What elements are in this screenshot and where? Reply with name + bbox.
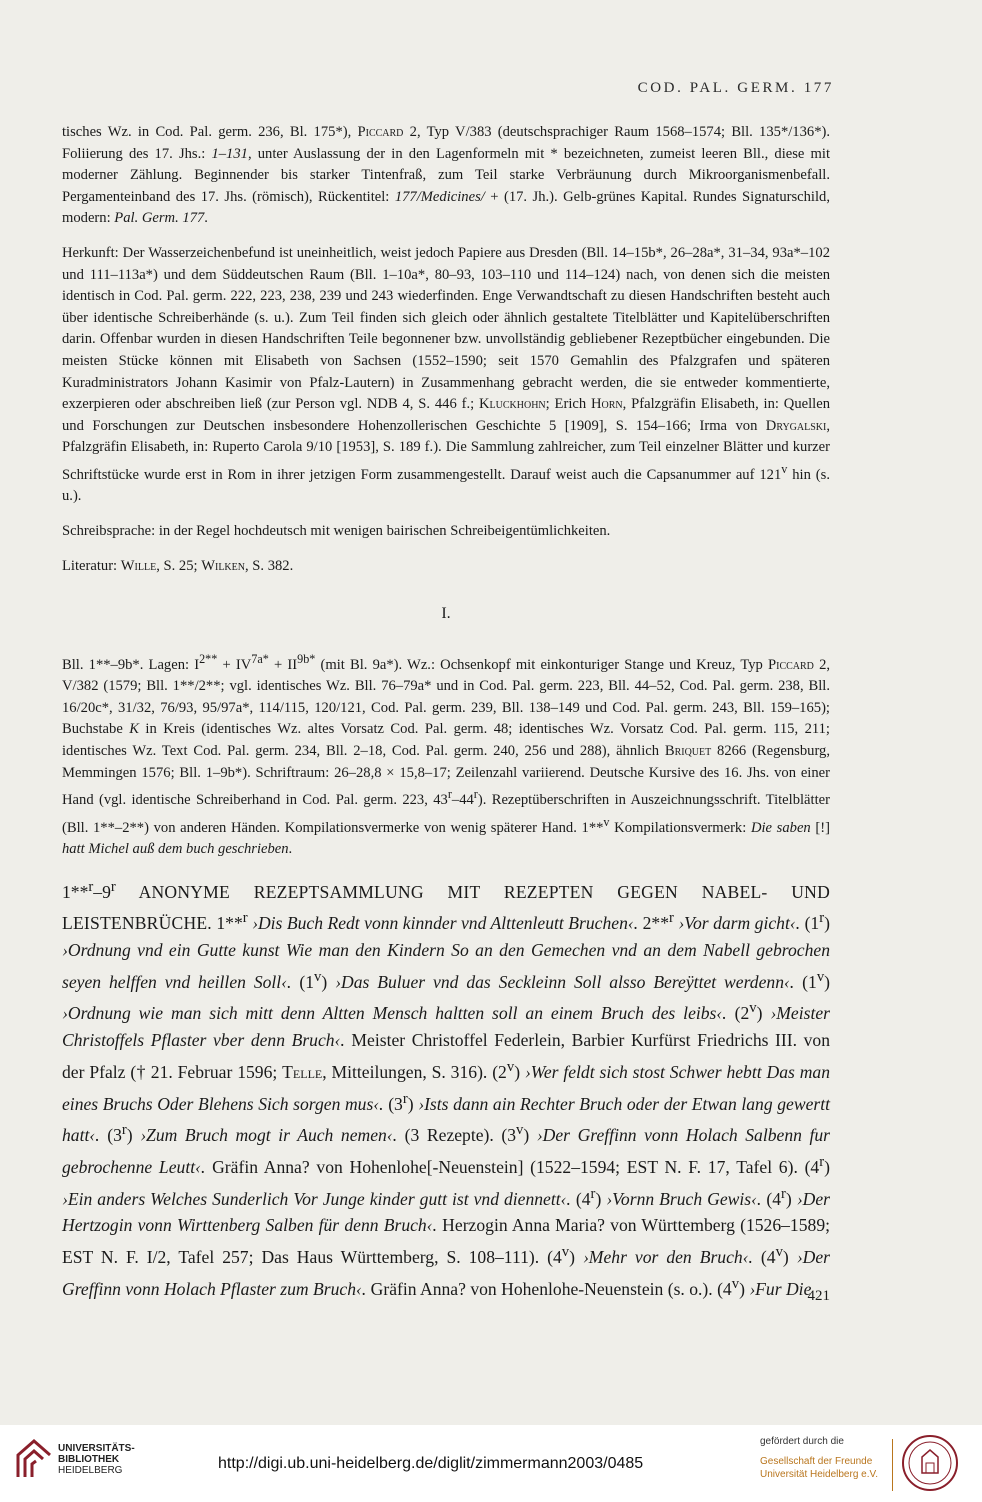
text-run: 2**: [638, 913, 669, 934]
text-run: , Pfalzgräfin Elisabeth, in: Ruperto Carola 9/10 [1953], S. 189 f.). Die Sammlung zahlreicher, zum Teil einzelner Blätter und kurzer Schriftstücke wurde erst in Rom in ihrer jetzigen Form zusammengestellt. Darauf weist auch die Capsanummer auf 121: [62, 417, 830, 483]
text-run: (1: [794, 971, 817, 992]
recipe-title: ›Vor darm gicht‹.: [673, 913, 801, 934]
author-name: Briquet: [664, 742, 712, 759]
society-name-line: Universität Heidelberg e.V.: [760, 1469, 879, 1480]
text-run: –44: [451, 792, 474, 809]
text-run: , Pfalzgräfin Elisabeth, in: Quellen und Forschungen zur Deutschen insbesondere Hohenzollerischen Geschichte 5 [1909], S. 154–166; Irma von: [62, 396, 830, 434]
italic-run: K: [129, 721, 139, 738]
superscript: r: [819, 910, 825, 927]
literatur-paragraph: [62, 556, 830, 578]
italic-run: 177/Medicines/: [394, 188, 485, 205]
folio-range: –9: [93, 881, 111, 902]
page-number: 421: [807, 1288, 830, 1304]
superscript: r: [819, 1153, 825, 1170]
recipe-title: ›Wer feldt sich stost Schwer hebtt Das man eines Bruchs Oder Blehens Sich sorgen mus‹.: [62, 1061, 831, 1114]
recipe-title: ›Zum Bruch mogt ir Auch nemen‹.: [140, 1125, 398, 1146]
text-run: (mit Bl. 9a*). Wz.: Ochsenkopf mit einkonturiger Stange und Kreuz, Typ: [315, 656, 768, 673]
text-run: + (17. Jh.). Gelb-grünes Kapital. Rundes Signaturschild, modern:: [62, 188, 830, 227]
text-run: .: [288, 841, 293, 858]
text-run: Gräfin Anna? von Hohenlohe-Neuenstein (s. o.). (4: [366, 1278, 732, 1299]
page-body: [62, 122, 830, 1315]
text-run: ): [523, 1125, 537, 1146]
recipe-title: ›Mehr vor den Bruch‹.: [582, 1246, 753, 1267]
superscript: r: [402, 1090, 408, 1107]
superscript: v: [603, 814, 610, 829]
text-run: ; Erich: [545, 396, 591, 413]
text-run: in Kreis (identisches Wz. altes Vorsatz Cod. Pal. germ. 48; identisches Wz. Vorsatz Cod. Pal. germ. 115, 211; identisches Wz. Text Cod. Pal. germ. 234, Bll. 2–18, Cod. Pal. germ. 240, 256 und 288), ähnlich: [62, 721, 830, 759]
recipe-title: ›Fur Die: [749, 1278, 812, 1299]
text-run: Kompilationsvermerk:: [609, 819, 751, 836]
codicology-paragraph: [62, 649, 830, 861]
text-run: 2, V/382 (1579; Bll. 1**/2**; vgl. identisches Wz. Bll. 76–79a* und in Cod. Pal. germ. 223, Bll. 44–52, Cod. Pal. germ. 238, Bll. 16/20c*, 31/32, 76/93, 95/97a*, 114/115, 120/121, Cod. Pal. germ. 239, Bll. 138–149 und Cod. Pal. germ. 243, Bll. 159–165); Buchstabe: [62, 656, 831, 738]
recipe-title: ›Ordnung wie man sich mitt denn Altten Mensch haltten soll an einem Bruch des leibs‹.: [62, 1003, 727, 1024]
text-run: ): [514, 1061, 525, 1082]
text-run: (3 Rezepte). (3: [397, 1125, 517, 1146]
text-run: Gräfin Anna? von Hohenlohe[-Neuenstein] (1522–1594; EST N. F. 17, Tafel 6). (4: [205, 1156, 820, 1177]
society-name-line: Gesellschaft der Freunde: [760, 1456, 873, 1467]
text-run: (3: [99, 1125, 122, 1146]
text-run: ): [785, 1188, 797, 1209]
superscript: v: [749, 1000, 757, 1017]
recipe-title: ›Ordnung vnd ein Gutte kunst Wie man den Kindern So an den Gemechen vnd an dem Nabell gebrochen seyen helffen vnd heillen Soll‹.: [62, 939, 830, 992]
superscript: v: [816, 968, 825, 985]
permalink-url[interactable]: http://digi.ub.uni-heidelberg.de/diglit/zimmermann2003/0485: [218, 1455, 644, 1472]
text-run: ): [739, 1278, 750, 1299]
text-run: , Mitteilungen, S. 316). (2: [322, 1061, 507, 1082]
author-name: Piccard: [768, 656, 814, 673]
text-run: 2, Typ V/383 (deutschsprachiger Raum 1568–1574; Bll. 135*/136*). Foliierung des 17. Jhs.:: [62, 124, 830, 162]
superscript: v: [731, 1275, 740, 1292]
library-name-line: UNIVERSITÄTS-: [58, 1443, 135, 1454]
description-paragraph: [62, 122, 830, 230]
italic-run: 1–131: [211, 145, 248, 162]
author-name: Wille: [120, 557, 157, 574]
text-run: , S. 25;: [156, 557, 202, 574]
library-name[interactable]: [58, 1443, 135, 1476]
superscript: r: [242, 910, 248, 927]
superscript: r: [88, 878, 94, 895]
folio-range: 1**: [62, 881, 89, 902]
funded-by-label: gefördert durch die: [760, 1436, 844, 1447]
text-run: [!]: [810, 819, 830, 836]
text-run: Meister Christoffel Federlein, Barbier Kurfürst Friedrichs III. von der Pfalz († 21. Februar 1596;: [62, 1030, 830, 1082]
recipe-title: ›Vornn Bruch Gewis‹.: [606, 1188, 762, 1209]
recipe-title: ›Der Greffinn vonn Holach Salbenn fur gebrochenne Leutt‹.: [62, 1125, 831, 1177]
text-run: Herzogin Anna Maria? von Württemberg (1526–1589; EST N. F. I/2, Tafel 257; Das Haus Württemberg, S. 108–111). (4: [62, 1215, 830, 1267]
text-run: ): [321, 971, 336, 992]
text-run: tisches Wz. in Cod. Pal. germ. 236, Bl. 175*),: [62, 124, 358, 140]
text-run: ). Rezeptüberschriften in Auszeichnungsschrift. Titelblätter (Bll. 1**–2**) von anderen Händen. Kompilationsvermerke von wenig späterer Hand. 1**: [62, 792, 830, 836]
text-run: Bll. 1**–9b*. Lagen: I: [62, 656, 200, 673]
recipe-title: ›Der Hertzogin vonn Wirttenberg Salben für denn Bruch‹.: [62, 1188, 830, 1236]
author-name: Piccard: [357, 124, 404, 140]
text-run: , unter Auslassung der in den Lagenformeln mit * bezeichneten, zumeist leeren Bll., diese mit moderner Zählung. Beginnender bis starker Tintenfraß, zum Teil starke Verbräunung durch Mikroorganismenbefall. Pergamenteinband des 17. Jhs. (römisch), Rückentitel:: [62, 145, 831, 205]
entry-title: ANONYME REZEPTSAMMLUNG MIT REZEPTEN GEGEN NABEL- UND LEISTENBRÜCHE.: [62, 881, 830, 934]
text-run: ): [824, 913, 830, 934]
text-run: (4: [761, 1188, 782, 1209]
superscript: 2**: [199, 651, 218, 666]
superscript: v: [781, 461, 788, 476]
recipe-title: ›Ein anders Welches Sunderlich Vor Junge kinder gutt ist vnd diennett‹.: [62, 1188, 571, 1209]
text-run: (1: [291, 971, 315, 992]
text-run: (4: [570, 1188, 591, 1209]
recipe-title: ›Ists dann ain Rechter Bruch oder der Etwan lang gewertt hatt‹.: [62, 1093, 831, 1146]
text-run: 1**: [211, 913, 243, 934]
author-name: Wilken: [201, 557, 245, 574]
society-name[interactable]: [760, 1455, 878, 1481]
superscript: v: [506, 1058, 515, 1075]
superscript: v: [775, 1243, 783, 1260]
text-run: ): [126, 1125, 141, 1146]
section-numeral: I.: [441, 605, 451, 623]
text-run: ): [756, 1003, 771, 1024]
catalog-entry: [62, 874, 830, 1303]
schreibsprache-paragraph: Schreibsprache: in der Regel hochdeutsch mit wenigen bairischen Schreibeigentümlichkeiten.: [62, 522, 611, 539]
herkunft-paragraph: [62, 243, 830, 508]
library-name-line: BIBLIOTHEK: [58, 1454, 120, 1465]
text-run: + IV: [217, 656, 252, 673]
author-name: Telle: [282, 1061, 323, 1082]
superscript: 7a*: [251, 651, 269, 666]
text-run: (3: [383, 1093, 403, 1114]
superscript: v: [516, 1122, 524, 1139]
text-run: ): [569, 1246, 583, 1267]
text-run: ): [595, 1188, 607, 1209]
superscript: r: [110, 878, 116, 895]
viewer-footer: [0, 1425, 982, 1502]
text-run: .: [204, 210, 208, 227]
text-run: 8266 (Regensburg, Memmingen 1576; Bll. 1–9b*). Schriftraum: 26–28,8 × 15,8–17; Zeilenzahl variierend. Deutsche Kursive des 16. Jhs. von einer Hand (vgl. identische Schreiberhand in Cod. Pal. germ. 223, 43: [62, 742, 830, 809]
recipe-title: ›Der Greffinn vonn Holach Pflaster zum Bruch‹.: [62, 1246, 830, 1299]
superscript: 9b*: [297, 651, 316, 666]
university-seal-icon[interactable]: [900, 1433, 960, 1493]
author-name: Kluckhohn: [479, 396, 546, 413]
recipe-title: ›Das Buluer vnd das Seckleinn Soll alsso Bereÿttet werdenn‹.: [335, 971, 795, 992]
text-run: (2: [726, 1003, 750, 1024]
superscript: v: [314, 968, 322, 985]
superscript: r: [473, 787, 478, 802]
author-name: Horn: [590, 396, 623, 413]
text-run: ): [824, 971, 830, 992]
superscript: r: [447, 787, 452, 802]
text-run: ): [407, 1093, 419, 1114]
library-logo-icon[interactable]: [14, 1437, 54, 1481]
text-run: + II: [268, 656, 298, 673]
text-run: ): [824, 1156, 830, 1177]
superscript: r: [668, 910, 674, 927]
footer-divider: [892, 1439, 893, 1491]
superscript: v: [561, 1243, 570, 1260]
text-run: Literatur:: [62, 557, 121, 574]
italic-run: hatt Michel auß dem buch geschrieben: [62, 841, 289, 858]
text-run: ): [782, 1246, 797, 1267]
text-run: , S. 382.: [244, 557, 294, 574]
running-head: COD. PAL. GERM. 177: [637, 80, 834, 96]
text-run: (1: [800, 913, 820, 934]
text-run: (4: [752, 1246, 776, 1267]
superscript: r: [781, 1185, 786, 1202]
text-run: Herkunft: Der Wasserzeichenbefund ist uneinheitlich, weist jedoch Papiere aus Dresden (Bll. 14–15b*, 26–28a*, 31–34, 93a*–102 und 111–113a*) und dem Süddeutschen Raum (Bll. 1–10a*, 80–93, 103–110 und 114–124) nach, von denen sich die meisten identisch in Cod. Pal. germ. 222, 223, 238, 239 und 243 wiederfinden. Enge Verwandtschaft zu diesen Handschriften besteht auch über identische Schreiberhände (s. u.). Zum Teil finden sich gleich oder ähnlich gestaltete Titelblätter und Kapitelüberschriften darin. Offenbar wurden in diesen Handschriften Teile begonnener bzw. unvollständig gebliebener Rezeptbücher eingebunden. Die meisten Stücke können mit Elisabeth von Sachsen (1552–1590; seit 1570 Gemahlin des Pfalzgrafen und späteren Kuradministrators Johann Kasimir von Pfalz-Lautern) in Zusammenhang gebracht werden, die sie entweder kommentierte, exzerpieren oder abschreiben ließ (zur Person vgl. NDB 4, S. 446 f.;: [62, 244, 830, 413]
italic-run: Pal. Germ. 177: [114, 210, 205, 227]
text-run: hin (s. u.).: [62, 466, 830, 505]
recipe-title: ›Meister Christoffels Pflaster vber denn Bruch‹.: [62, 1003, 830, 1051]
recipe-title: ›Dis Buch Redt vonn kinnder vnd Alttenleutt Bruchen‹.: [247, 913, 639, 934]
superscript: r: [121, 1122, 127, 1139]
library-name-line: HEIDELBERG: [58, 1465, 123, 1476]
author-name: Drygalski: [765, 417, 827, 434]
superscript: r: [590, 1185, 596, 1202]
italic-run: Die saben: [750, 819, 811, 836]
